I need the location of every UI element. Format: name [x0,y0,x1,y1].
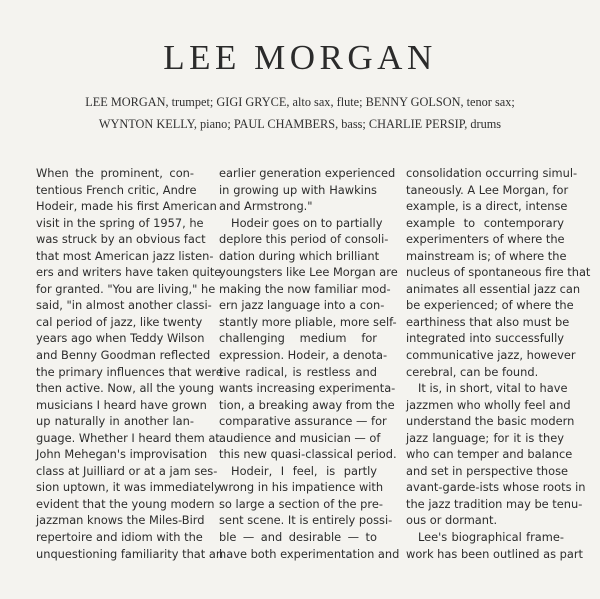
text-line: then active. Now, all the young [36,381,215,396]
text-line: communicative jazz, however [406,348,576,363]
text-line: tive radical, is restless and [219,364,377,379]
text-line: in growing up with Hawkins [219,182,377,197]
text-line: ers and writers have taken quite [36,265,222,280]
text-line: jazzmen who wholly feel and [406,397,571,412]
text-line: was struck by an obvious fact [36,232,206,247]
text-line: cal period of jazz, like twenty [36,314,203,329]
text-line: taneously. A Lee Morgan, for [406,182,569,197]
text-column-1 [36,165,224,562]
text-line: ble — and desirable — to [219,530,377,545]
text-line: deplore this period of consoli- [219,232,389,247]
text-line: the jazz tradition may be tenu- [406,496,583,511]
text-line: that most American jazz listen- [36,248,214,263]
text-column-3 [406,165,591,562]
text-line: who can temper and balance [406,447,573,462]
text-line: unquestioning familiarity that an [36,546,224,561]
text-line: Hodeir, I feel, is partly [231,463,377,478]
text-line: expression. Hodeir, a denota- [219,348,388,363]
text-line: experimenters of where the [406,232,565,247]
personnel-line-1: LEE MORGAN, trumpet; GIGI GRYCE, alto sax, flute; BENNY GOLSON, tenor sax; [85,95,515,109]
text-line: ous or dormant. [406,513,498,528]
text-line: audience and musician — of [219,430,381,445]
text-line: have both experimentation and [219,546,400,561]
text-line: years ago when Teddy Wilson [36,331,205,346]
text-line: nucleus of spontaneous fire that [406,265,591,280]
text-line: jazz language; for it is they [406,430,564,445]
text-line: this new quasi-classical period. [219,447,397,462]
text-line: youngsters like Lee Morgan are [219,265,398,280]
text-line: the primary influences that were [36,364,223,379]
text-line: tentious French critic, Andre [36,182,197,197]
text-line: jazzman knows the Miles-Bird [36,513,205,528]
text-line: sent scene. It is entirely possi- [219,513,393,528]
text-line: cerebral, can be found. [406,364,539,379]
text-line: and Benny Goodman reflected [36,348,211,363]
text-line: so large a section of the pre- [219,496,383,511]
text-line: earthiness that also must be [406,314,570,329]
text-line: ern jazz language into a con- [219,298,385,313]
text-line: repertoire and idiom with the [36,530,203,545]
text-line: evident that the young modern [36,496,215,511]
text-line: stantly more pliable, more self- [219,314,397,329]
text-line: wants increasing experimenta- [219,381,396,396]
text-line: and Armstrong." [219,199,313,214]
text-line: avant-garde-ists whose roots in [406,480,586,495]
text-line: example, is a direct, intense [406,199,568,214]
text-line: John Mehegan's improvisation [36,447,208,462]
text-line: for granted. "You are living," he [36,281,216,296]
text-line: When the prominent, con- [36,166,194,180]
text-line: tion, a breaking away from the [219,397,395,412]
text-line: understand the basic modern [406,414,575,429]
text-line: visit in the spring of 1957, he [36,215,204,230]
text-line: work has been outlined as part [406,546,583,561]
text-line: comparative assurance — for [219,414,387,429]
text-line: Hodeir goes on to partially [231,215,383,230]
text-line: be experienced; of where the [406,298,574,313]
text-line: Lee's biographical frame- [418,530,564,545]
personnel-line-2: WYNTON KELLY, piano; PAUL CHAMBERS, bass; CHARLIE PERSIP, drums [98,117,502,131]
text-line: making the now familiar mod- [219,281,391,296]
text-line: musicians I heard have grown [36,397,207,412]
text-line: animates all essential jazz can [406,281,581,296]
text-line: Hodeir, made his first American [36,199,217,214]
text-line: integrated into successfully [406,331,564,346]
text-line: sion uptown, it was immediately [36,480,221,495]
text-line: mainstream is; of where the [406,248,567,263]
text-line: up naturally in another lan- [36,414,194,429]
text-line: said, "in almost another classi- [36,298,212,313]
text-line: guage. Whether I heard them at [36,430,220,445]
text-line: earlier generation experienced [219,166,396,180]
text-line: dation during which brilliant [219,248,380,263]
text-line: It is, in short, vital to have [418,381,568,396]
text-line: consolidation occurring simul- [406,166,578,180]
text-line: example to contemporary [406,215,564,230]
text-line: and set in perspective those [406,463,569,478]
text-line: challenging medium for [219,331,377,346]
text-column-2 [219,165,400,562]
text-line: class at Juilliard or at a jam ses- [36,463,218,478]
page-title: LEE MORGAN [163,38,437,77]
text-line: wrong in his impatience with [219,480,384,495]
